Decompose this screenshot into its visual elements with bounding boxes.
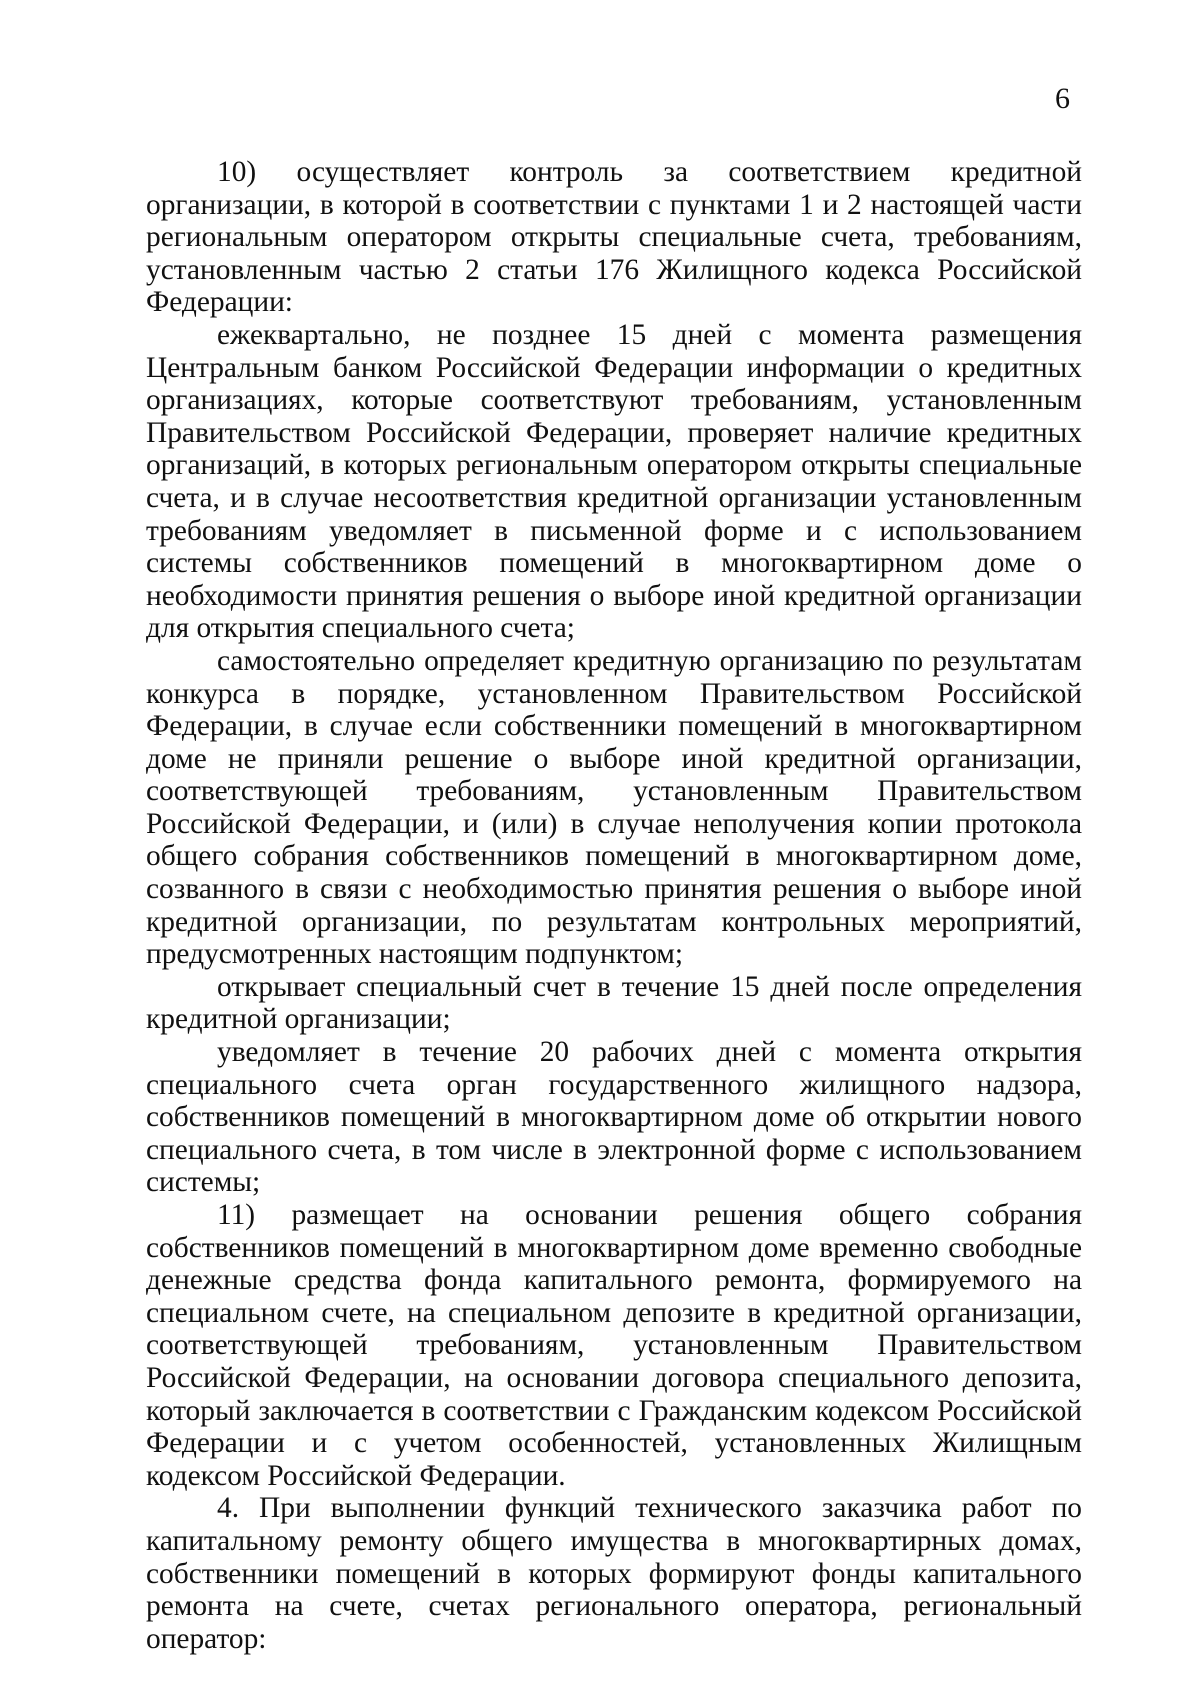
document-body	[146, 156, 1082, 1655]
page-number: 6	[1055, 82, 1070, 115]
paragraph-select-bank: самостоятельно определяет кредитную организацию по результатам конкурса в порядке, установленном Правительством Российской Федерации, в случае если собственники помещений в многоквартирном доме не приняли решение о выборе иной кредитной организации, соответствующей требованиям, установленным Правительством Российской Федерации, и (или) в случае неполучения копии протокола общего собрания собственников помещений в многоквартирном доме, созванного в связи с необходимостью принятия решения о выборе иной кредитной организации, по результатам контрольных мероприятий, предусмотренных настоящим подпунктом;	[146, 644, 1082, 971]
paragraph-quarterly-check: ежеквартально, не позднее 15 дней с момента размещения Центральным банком Российской Федерации информации о кредитных организациях, которые соответствуют требованиям, установленным Правительством Российской Федерации, проверяет наличие кредитных организаций, в которых региональным оператором открыты специальные счета, и в случае несоответствия кредитной организации установленным требованиям уведомляет в письменной форме и с использованием системы собственников помещений в многоквартирном доме о необходимости принятия решения о выборе иной кредитной организации для открытия специального счета;	[146, 318, 1082, 645]
paragraph-item-10: 10) осуществляет контроль за соответствием кредитной организации, в которой в соответствии с пунктами 1 и 2 настоящей части региональным оператором открыты специальные счета, требованиям, установленным частью 2 статьи 176 Жилищного кодекса Российской Федерации:	[146, 156, 1082, 319]
paragraph-notify: уведомляет в течение 20 рабочих дней с момента открытия специального счета орган государственного жилищного надзора, собственников помещений в многоквартирном доме об открытии нового специального счета, в том числе в электронной форме с использованием системы;	[146, 1036, 1082, 1199]
paragraph-section-4: 4. При выполнении функций технического заказчика работ по капитальному ремонту общего имущества в многоквартирных домах, собственники помещений в которых формируют фонды капитального ремонта на счете, счетах регионального оператора, региональный оператор:	[146, 1492, 1082, 1655]
paragraph-item-11: 11) размещает на основании решения общего собрания собственников помещений в многоквартирном доме временно свободные денежные средства фонда капитального ремонта, формируемого на специальном счете, на специальном депозите в кредитной организации, соответствующей требованиям, установленным Правительством Российской Федерации, на основании договора специального депозита, который заключается в соответствии с Гражданским кодексом Российской Федерации и с учетом особенностей, установленных Жилищным кодексом Российской Федерации.	[146, 1199, 1082, 1492]
paragraph-open-account: открывает специальный счет в течение 15 дней после определения кредитной организации;	[146, 970, 1082, 1036]
